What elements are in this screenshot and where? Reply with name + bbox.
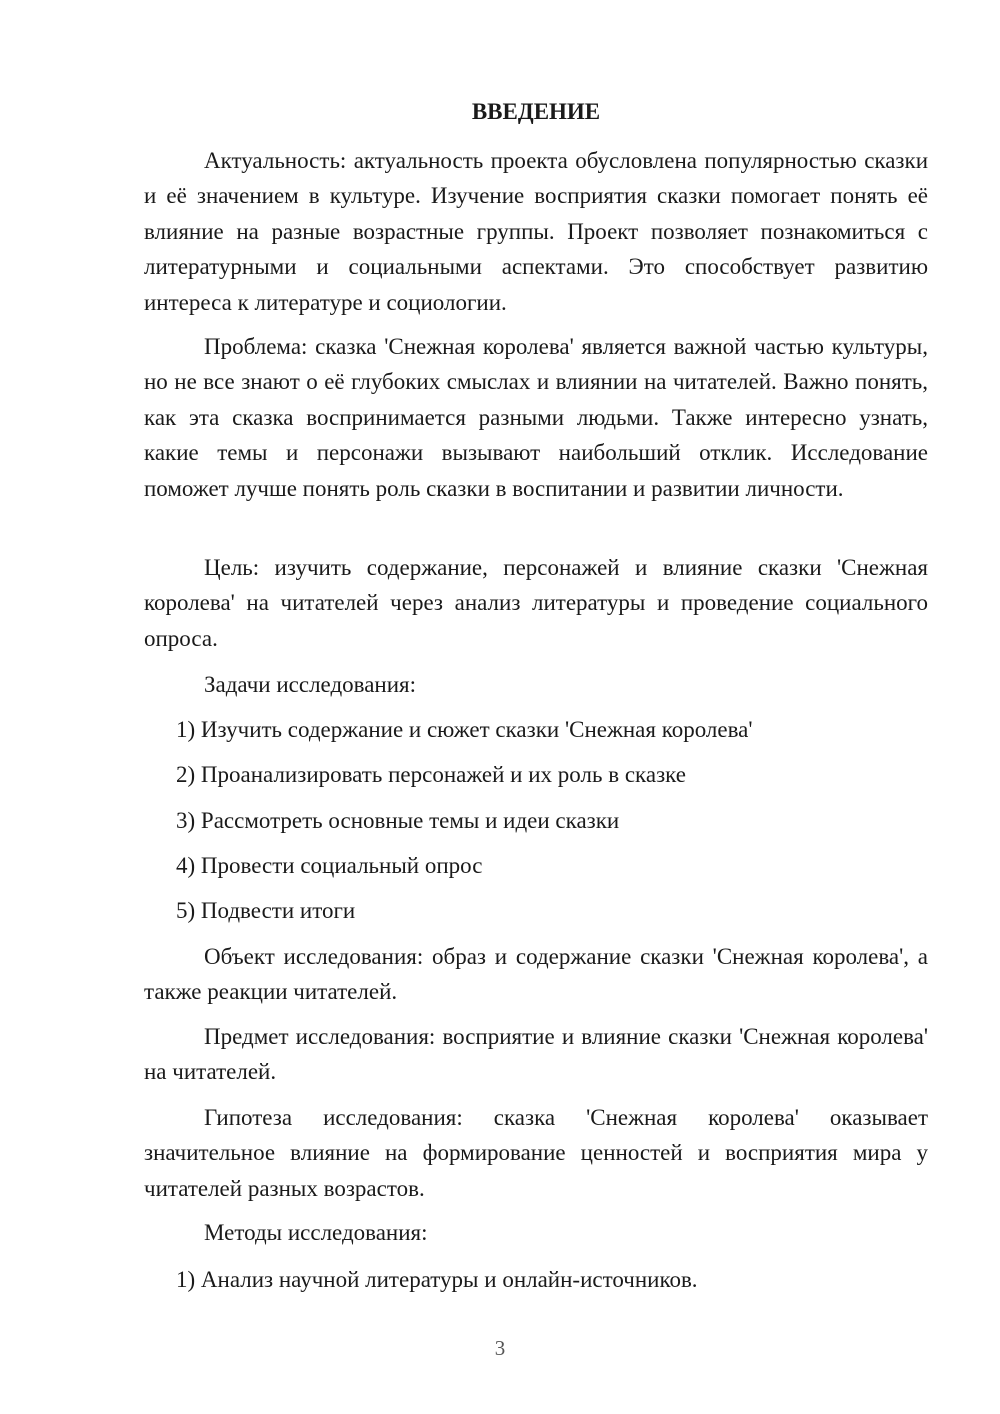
paragraph-problem [144,329,928,506]
paragraph-hypothesis [144,1100,928,1206]
methods-heading: Методы исследования: [204,1220,428,1245]
paragraph-problem-text: Проблема: сказка 'Снежная королева' является важной частью культуры, но не все знают о её глубоких смыслах и влиянии на читателей. Важно понять, как эта сказка воспринимается разными людьми. Также интересно узнать, какие темы и персонажи вызывают наибольший отклик. Исследование поможет лучше понять роль сказки в воспитании и развитии личности. [144,334,928,501]
paragraph-object [144,939,928,1010]
task-item: 5) Подвести итоги [176,898,356,923]
paragraph-hypothesis-text: Гипотеза исследования: сказка 'Снежная королева' оказывает значительное влияние на формирование ценностей и восприятия мира у читателей разных возрастов. [144,1105,928,1201]
paragraph-object-text: Объект исследования: образ и содержание сказки 'Снежная королева', а также реакции читателей. [144,944,928,1005]
page-title: ВВЕДЕНИЕ [471,99,601,124]
paragraph-goal-text: Цель: изучить содержание, персонажей и влияние сказки 'Снежная королева' на читателей через анализ литературы и проведение социального опроса. [144,555,928,651]
task-item: 3) Рассмотреть основные темы и идеи сказки [176,808,620,833]
method-item: 1) Анализ научной литературы и онлайн-источников. [176,1267,698,1292]
paragraph-goal [144,550,928,656]
paragraph-relevance-text: Актуальность: актуальность проекта обусловлена популярностью сказки и её значением в культуре. Изучение восприятия сказки помогает понять её влияние на разные возрастные группы. Проект позволяет познакомиться с литературными и социальными аспектами. Это способствует развитию интереса к литературе и социологии. [144,148,928,315]
paragraph-relevance [144,143,928,320]
task-item: 1) Изучить содержание и сюжет сказки 'Снежная королева' [176,717,753,742]
paragraph-subject [144,1019,928,1090]
task-item: 2) Проанализировать персонажей и их роль в сказке [176,762,686,787]
tasks-heading: Задачи исследования: [204,672,417,697]
paragraph-subject-text: Предмет исследования: восприятие и влияние сказки 'Снежная королева' на читателей. [144,1024,928,1085]
page-number: 3 [494,1336,506,1360]
task-item: 4) Провести социальный опрос [176,853,483,878]
